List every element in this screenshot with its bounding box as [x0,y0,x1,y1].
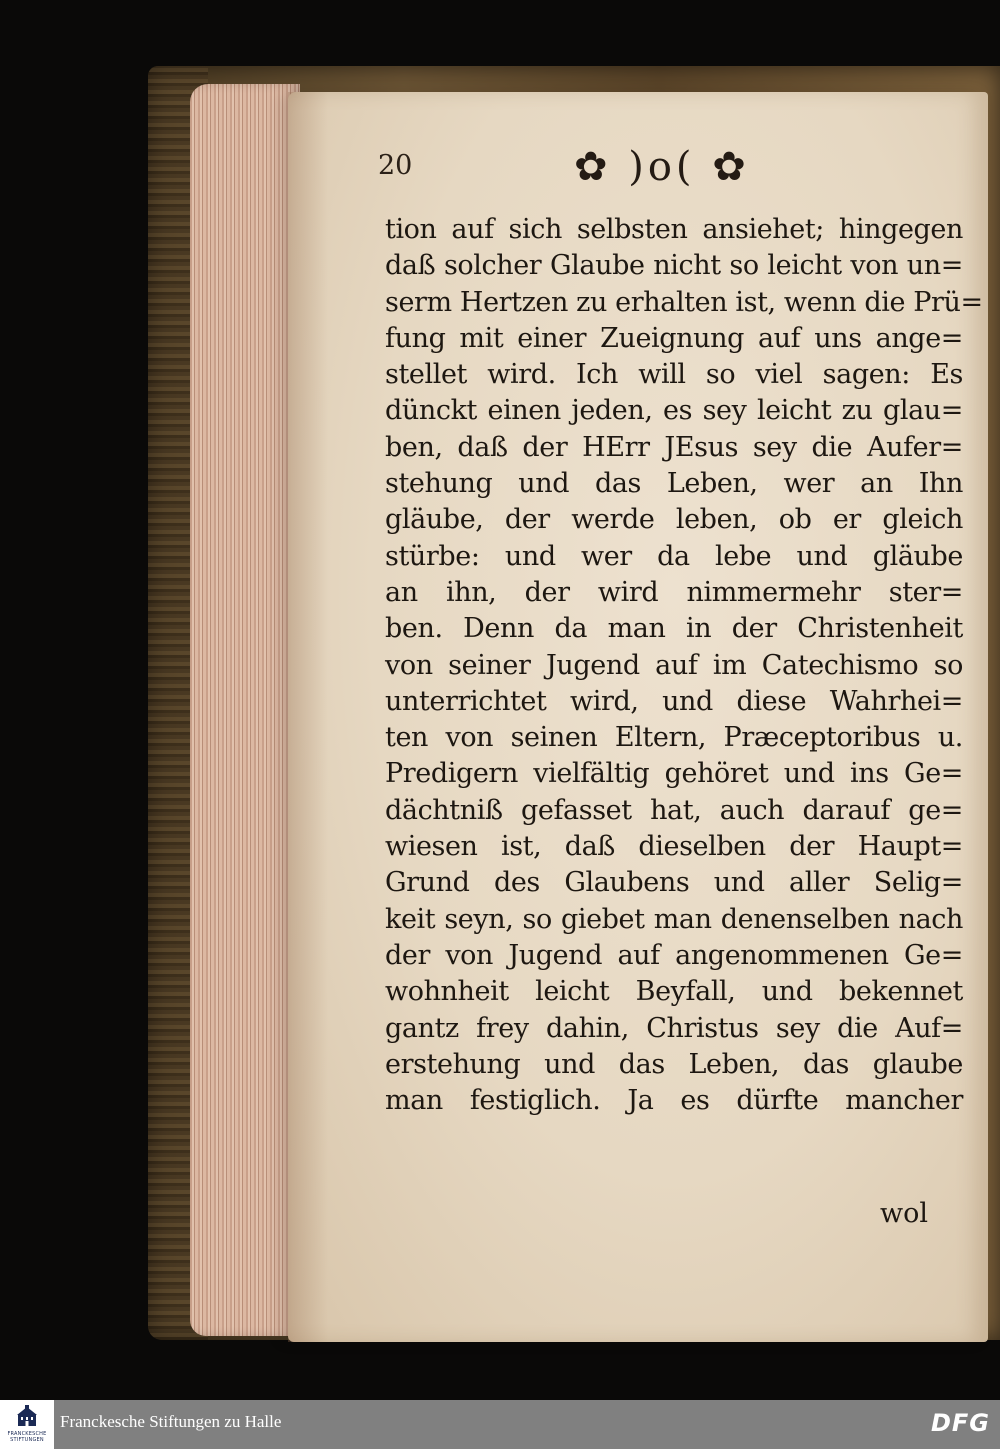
viewer-footer [0,1400,1000,1449]
text-line: Predigern vielfältig gehöret und ins Ge= [385,758,963,790]
text-line: ten von seinen Eltern, Præceptoribus u. [385,722,963,754]
dfg-logo[interactable]: DFG [930,1409,990,1437]
text-line: an ihn, der wird nimmermehr ster= [385,576,963,608]
text-line: daß solcher Glaube nicht so leicht von un= [385,250,963,282]
header-ornament: ✿ )o( ✿ [574,144,750,190]
text-line: tion auf sich selbsten ansiehet; hingegen [385,214,963,245]
text-line: Grund des Glaubens und aller Selig= [385,867,963,899]
text-line: ben. Denn da man in der Christenheit [385,613,963,645]
page-header [378,140,778,190]
text-line: wohnheit leicht Beyfall, und bekennet [385,976,963,1008]
institution-logo[interactable] [0,1400,54,1449]
catchword: wol [880,1198,929,1229]
page-edges [190,84,300,1336]
text-line: gantz frey dahin, Christus sey die Auf= [385,1012,963,1044]
text-line: keit seyn, so giebet man denenselben nach [385,903,963,935]
page-number: 20 [378,150,413,181]
body-text [385,212,983,1119]
text-line: von seiner Jugend auf im Catechismo so [385,649,963,681]
text-line: ben, daß der HErr JEsus sey die Aufer= [385,431,963,463]
text-line: stürbe: und wer da lebe und gläube [385,540,963,572]
text-line: gläube, der werde leben, ob er gleich [385,504,963,536]
text-line: erstehung und das Leben, das glaube [385,1048,963,1080]
text-line: dächtniß gefasset hat, auch darauf ge= [385,794,963,826]
text-line: fung mit einer Zueignung auf uns ange= [385,322,963,354]
text-line: serm Hertzen zu erhalten ist, wenn die Prü= [385,286,983,318]
institution-name: Franckesche Stiftungen zu Halle [60,1412,282,1431]
page-gutter-shadow [288,92,328,1342]
text-line: unterrichtet wird, und diese Wahrhei= [385,685,963,717]
text-line: wiesen ist, daß dieselben der Haupt= [385,831,963,863]
orphanage-building-icon [15,1404,39,1428]
text-line: man festiglich. Ja es dürfte mancher [385,1085,963,1117]
text-line: stehung und das Leben, wer an Ihn [385,468,963,500]
text-line: stellet wird. Ich will so viel sagen: Es [385,359,963,391]
logo-caption: FRANCKESCHE STIFTUNGEN [7,1431,47,1443]
text-line: dünckt einen jeden, es sey leicht zu glau= [385,395,963,427]
text-line: der von Jugend auf angenommenen Ge= [385,939,963,971]
